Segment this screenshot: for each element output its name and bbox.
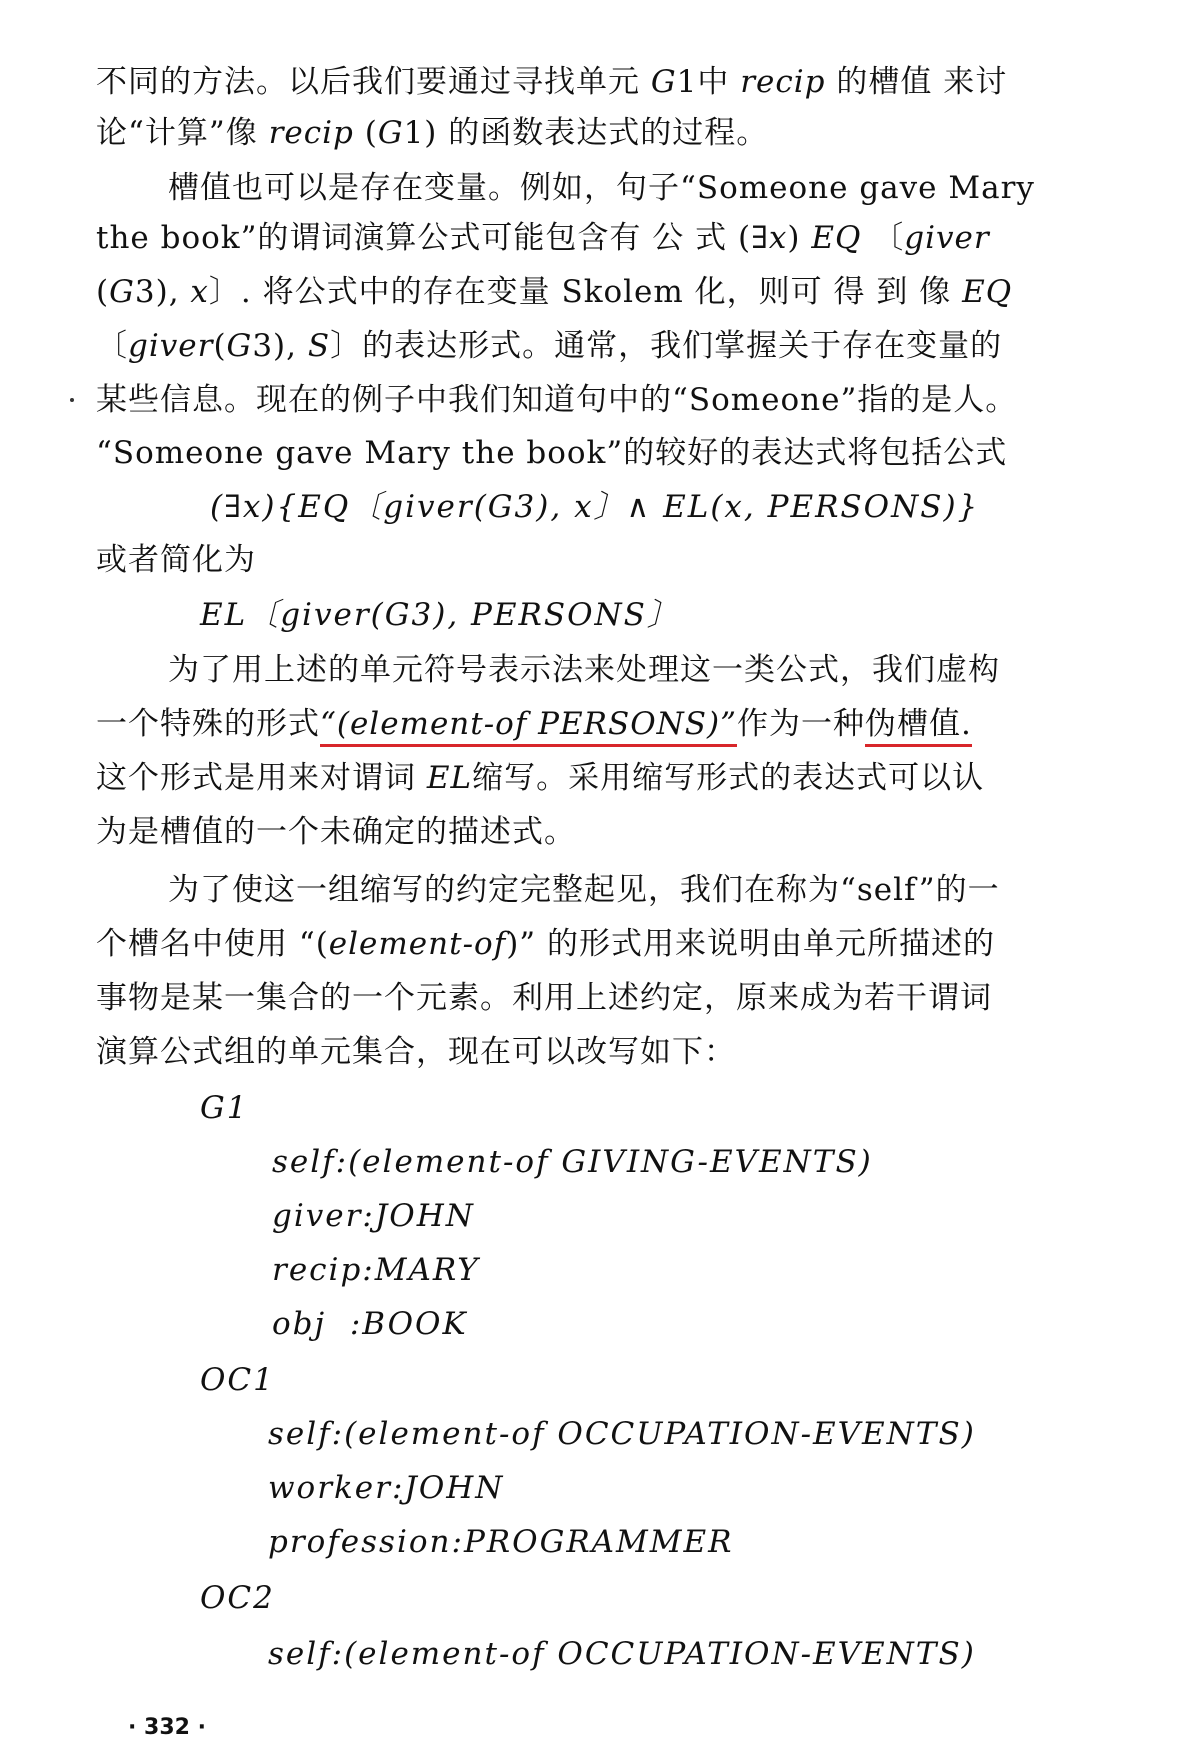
text-run: 一个特殊的形式 (96, 706, 320, 742)
p2-line-1: 槽值也可以是存在变量。例如，句子“Someone gave Mary (168, 170, 1035, 206)
text-run: 作为一种 (736, 706, 865, 742)
text-run: 论“计算”像 (96, 115, 269, 151)
math-var: G (109, 274, 135, 310)
unit-g1-name: G1 (200, 1090, 249, 1126)
math-var: EL (426, 760, 473, 796)
underlined-pseudo-slot-value: 伪槽值. (865, 706, 972, 747)
math-var: S (307, 328, 331, 364)
formula-2: EL〔giver(G3), PERSONS〕 (200, 597, 680, 633)
or-simplified: 或者简化为 (96, 542, 256, 578)
math-var: G (226, 328, 253, 364)
text-run: ( (353, 115, 378, 151)
unit-g1-recip: recip:MARY (272, 1252, 480, 1288)
math-var: G (377, 115, 404, 151)
unit-oc2-name: OC2 (200, 1580, 275, 1616)
unit-oc1-profession: profession:PROGRAMMER (268, 1524, 734, 1560)
p2-line-4 (96, 326, 1002, 366)
p3-line-4: 为是槽值的一个未确定的描述式。 (96, 814, 576, 850)
text-run: 缩写。采用缩写形式的表达式可以认 (472, 760, 985, 796)
text-run: 的槽值 来讨 (825, 64, 1008, 100)
p2-line-6: “Someone gave Mary the book”的较好的表达式将包括公式 (96, 435, 1008, 471)
p4-line-1: 为了使这一组缩写的约定完整起见，我们在称为“self”的一 (168, 872, 1000, 908)
math-var: element-of (328, 926, 507, 962)
underlined-pseudo-form: “(element-of PERSONS)” (320, 706, 737, 747)
unit-g1-obj: obj :BOOK (272, 1306, 468, 1342)
unit-oc1-worker: worker:JOHN (268, 1470, 505, 1506)
text-run: ( (213, 328, 227, 364)
unit-g1-giver: giver:JOHN (272, 1198, 475, 1234)
text-run: 〔 (861, 220, 905, 256)
math-var: EQ (811, 220, 862, 256)
p3-line-1: 为了用上述的单元符号表示法来处理这一类公式，我们虚构 (168, 652, 1000, 688)
math-var: giver (128, 328, 214, 364)
p3-line-2 (96, 704, 972, 744)
math-var: giver (904, 220, 990, 256)
p2-line-3 (96, 272, 1012, 312)
p4-line-2 (96, 924, 995, 964)
formula-1: (∃x){EQ〔giver(G3), x〕∧ EL(x, PERSONS)} (210, 489, 980, 525)
math-var: x (768, 220, 788, 256)
p1-line-2 (96, 113, 768, 153)
unit-g1-self: self:(element-of GIVING-EVENTS) (272, 1144, 873, 1180)
text-run: 不同的方法。以后我们要通过寻找单元 (96, 64, 651, 100)
text-run: 这个形式是用来对谓词 (96, 760, 427, 796)
text-run: ( (96, 274, 110, 310)
text-run: 〕. 将公式中的存在变量 Skolem 化，则可 得 到 像 (208, 274, 963, 310)
math-var: recip (268, 115, 354, 151)
text-run: the book”的谓词演算公式可能包含有 公 式 (∃ (96, 220, 769, 256)
text-run: ) (787, 220, 812, 256)
text-run: 个槽名中使用 “( (96, 926, 329, 962)
text-run: 3), (134, 274, 191, 310)
p2-line-2 (96, 218, 990, 258)
p4-line-4: 演算公式组的单元集合，现在可以改写如下： (96, 1034, 736, 1070)
p4-line-3: 事物是某一集合的一个元素。利用上述约定，原来成为若干谓词 (96, 980, 992, 1016)
page-number: · 332 · (128, 1715, 206, 1740)
unit-oc1-self: self:(element-of OCCUPATION-EVENTS) (268, 1416, 976, 1452)
math-var: EQ (962, 274, 1013, 310)
math-var: G (650, 64, 677, 100)
p2-line-5: 某些信息。现在的例子中我们知道句中的“Someone”指的是人。 (96, 382, 1018, 418)
text-run: 1中 (676, 64, 741, 100)
text-run: 3), (252, 328, 308, 364)
text-run: 〕的表达形式。通常，我们掌握关于存在变量的 (330, 328, 1003, 364)
text-run: 〔 (96, 328, 128, 364)
text-run: 1) 的函数表达式的过程。 (403, 115, 769, 151)
math-var: x (190, 274, 209, 310)
p3-line-3 (96, 758, 984, 798)
unit-oc1-name: OC1 (200, 1362, 275, 1398)
math-var: recip (740, 64, 826, 100)
text-run: )” 的形式用来说明由单元所描述的 (506, 926, 995, 962)
p1-line-1 (96, 62, 1007, 102)
unit-oc2-self: self:(element-of OCCUPATION-EVENTS) (268, 1636, 976, 1672)
stray-mark (70, 398, 74, 402)
